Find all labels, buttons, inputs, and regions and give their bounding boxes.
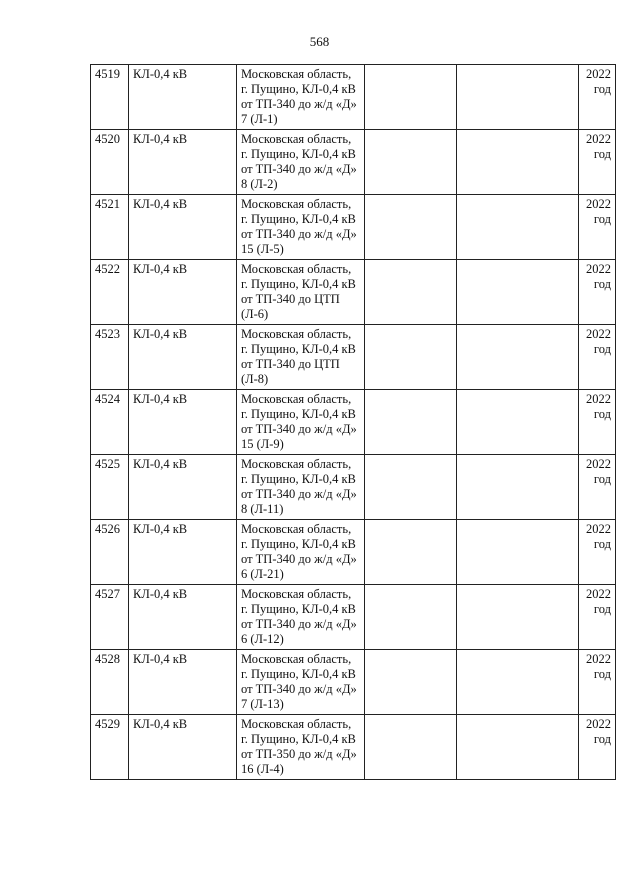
empty-cell <box>365 520 457 585</box>
year-cell: 2022 год <box>579 65 616 130</box>
year-cell: 2022 год <box>579 715 616 780</box>
address-cell: Московская область, г. Пущино, КЛ-0,4 кВ от ТП-340 до ж/д «Д» 8 (Л-2) <box>237 130 365 195</box>
year-cell: 2022 год <box>579 260 616 325</box>
empty-cell <box>365 585 457 650</box>
table-row <box>91 455 616 520</box>
address-cell: Московская область, г. Пущино, КЛ-0,4 кВ от ТП-340 до ЦТП (Л-6) <box>237 260 365 325</box>
object-type-cell: КЛ-0,4 кВ <box>129 585 237 650</box>
year-cell: 2022 год <box>579 650 616 715</box>
address-cell: Московская область, г. Пущино, КЛ-0,4 кВ от ТП-340 до ж/д «Д» 7 (Л-13) <box>237 650 365 715</box>
object-type-cell: КЛ-0,4 кВ <box>129 195 237 260</box>
address-cell: Московская область, г. Пущино, КЛ-0,4 кВ от ТП-340 до ж/д «Д» 8 (Л-11) <box>237 455 365 520</box>
page-number: 568 <box>309 34 330 49</box>
empty-cell <box>457 650 579 715</box>
year-cell: 2022 год <box>579 325 616 390</box>
empty-cell <box>457 585 579 650</box>
address-cell: Московская область, г. Пущино, КЛ-0,4 кВ от ТП-340 до ж/д «Д» 15 (Л-9) <box>237 390 365 455</box>
object-type-cell: КЛ-0,4 кВ <box>129 260 237 325</box>
table-row <box>91 650 616 715</box>
year-cell: 2022 год <box>579 585 616 650</box>
year-cell: 2022 год <box>579 520 616 585</box>
table-row <box>91 325 616 390</box>
empty-cell <box>457 130 579 195</box>
row-number-cell: 4526 <box>91 520 129 585</box>
empty-cell <box>457 390 579 455</box>
empty-cell <box>457 325 579 390</box>
row-number-cell: 4528 <box>91 650 129 715</box>
object-type-cell: КЛ-0,4 кВ <box>129 390 237 455</box>
object-type-cell: КЛ-0,4 кВ <box>129 65 237 130</box>
row-number-cell: 4523 <box>91 325 129 390</box>
table-row <box>91 520 616 585</box>
empty-cell <box>365 715 457 780</box>
row-number-cell: 4524 <box>91 390 129 455</box>
empty-cell <box>457 520 579 585</box>
empty-cell <box>457 455 579 520</box>
row-number-cell: 4520 <box>91 130 129 195</box>
row-number-cell: 4527 <box>91 585 129 650</box>
empty-cell <box>457 195 579 260</box>
object-type-cell: КЛ-0,4 кВ <box>129 455 237 520</box>
registry-table-body <box>91 65 616 780</box>
row-number-cell: 4519 <box>91 65 129 130</box>
empty-cell <box>365 260 457 325</box>
address-cell: Московская область, г. Пущино, КЛ-0,4 кВ от ТП-340 до ж/д «Д» 15 (Л-5) <box>237 195 365 260</box>
row-number-cell: 4525 <box>91 455 129 520</box>
empty-cell <box>365 195 457 260</box>
table-row <box>91 390 616 455</box>
object-type-cell: КЛ-0,4 кВ <box>129 715 237 780</box>
address-cell: Московская область, г. Пущино, КЛ-0,4 кВ от ТП-340 до ЦТП (Л-8) <box>237 325 365 390</box>
object-type-cell: КЛ-0,4 кВ <box>129 325 237 390</box>
table-row <box>91 195 616 260</box>
year-cell: 2022 год <box>579 195 616 260</box>
registry-table <box>90 64 616 780</box>
table-row <box>91 260 616 325</box>
empty-cell <box>365 455 457 520</box>
year-cell: 2022 год <box>579 390 616 455</box>
table-row <box>91 715 616 780</box>
address-cell: Московская область, г. Пущино, КЛ-0,4 кВ от ТП-340 до ж/д «Д» 6 (Л-12) <box>237 585 365 650</box>
empty-cell <box>365 130 457 195</box>
empty-cell <box>457 260 579 325</box>
object-type-cell: КЛ-0,4 кВ <box>129 130 237 195</box>
year-cell: 2022 год <box>579 455 616 520</box>
table-row <box>91 585 616 650</box>
address-cell: Московская область, г. Пущино, КЛ-0,4 кВ от ТП-350 до ж/д «Д» 16 (Л-4) <box>237 715 365 780</box>
empty-cell <box>365 390 457 455</box>
year-cell: 2022 год <box>579 130 616 195</box>
table-row <box>91 65 616 130</box>
empty-cell <box>365 325 457 390</box>
address-cell: Московская область, г. Пущино, КЛ-0,4 кВ от ТП-340 до ж/д «Д» 6 (Л-21) <box>237 520 365 585</box>
row-number-cell: 4522 <box>91 260 129 325</box>
empty-cell <box>365 650 457 715</box>
row-number-cell: 4529 <box>91 715 129 780</box>
address-cell: Московская область, г. Пущино, КЛ-0,4 кВ от ТП-340 до ж/д «Д» 7 (Л-1) <box>237 65 365 130</box>
object-type-cell: КЛ-0,4 кВ <box>129 520 237 585</box>
object-type-cell: КЛ-0,4 кВ <box>129 650 237 715</box>
empty-cell <box>457 65 579 130</box>
row-number-cell: 4521 <box>91 195 129 260</box>
table-row <box>91 130 616 195</box>
empty-cell <box>365 65 457 130</box>
empty-cell <box>457 715 579 780</box>
